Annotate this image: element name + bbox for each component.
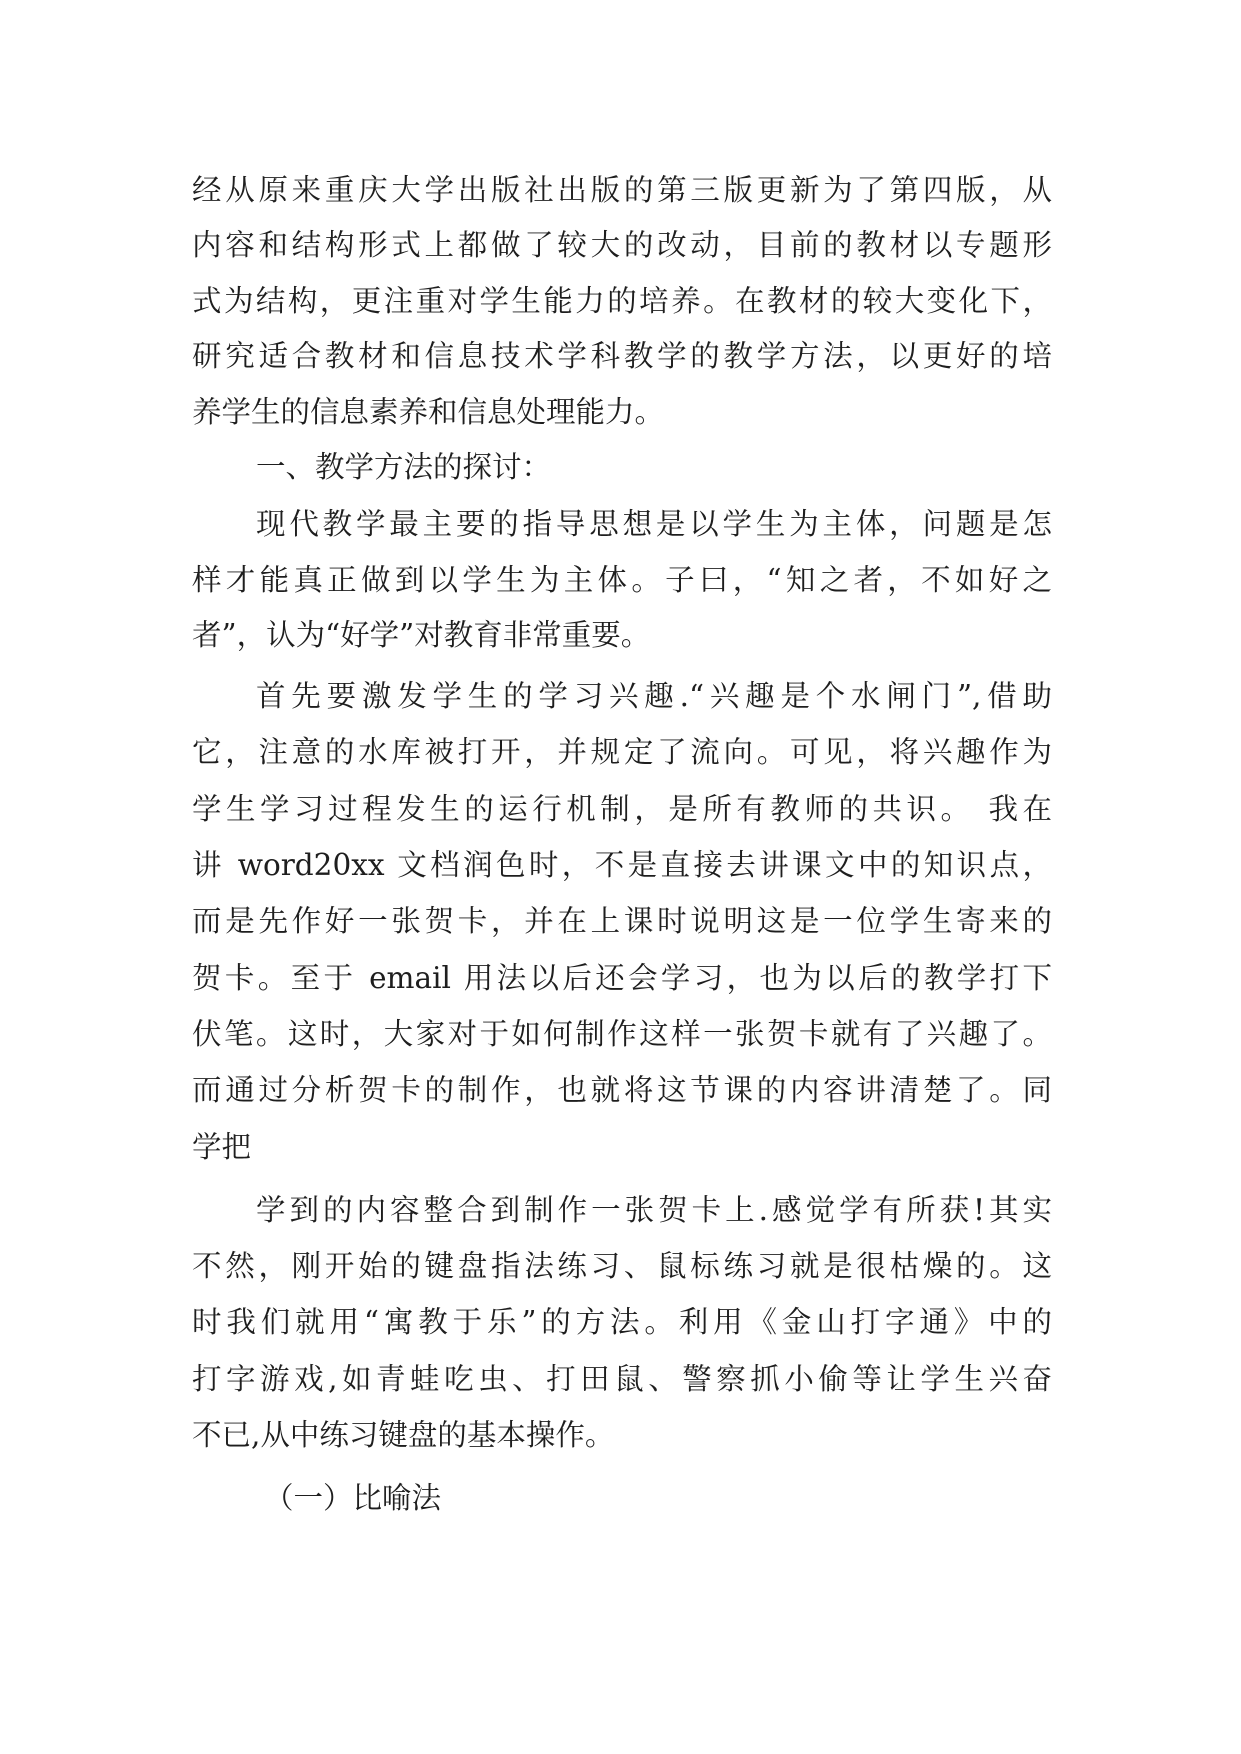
text-line: 内容和结构形式上都做了较大的改动，目前的教材以专题形 [192,228,1052,262]
text-line: 养学生的信息素养和信息处理能力。 [192,395,665,429]
text-line: 伏笔。这时，大家对于如何制作这样一张贺卡就有了兴趣了。 [192,1017,1052,1051]
text-line: 研究适合教材和信息技术学科教学的教学方法，以更好的培 [192,339,1052,373]
text-line: 首先要激发学生的学习兴趣.“兴趣是个水闸门”,借助 [256,679,1052,713]
subsection-heading: （一）比喻法 [264,1481,442,1515]
text-line: 学到的内容整合到制作一张贺卡上.感觉学有所获!其实 [256,1193,1052,1227]
text-line: 贺卡。至于 email 用法以后还会学习，也为以后的教学打下 [192,961,1052,995]
text-line: 它，注意的水库被打开，并规定了流向。可见，将兴趣作为 [192,735,1052,769]
text-line: 样才能真正做到以学生为主体。子曰，“知之者，不如好之 [192,563,1052,597]
text-line: 学把 [192,1130,252,1164]
section-heading: 一、教学方法的探讨： [256,450,552,484]
text-line: 不然，刚开始的键盘指法练习、鼠标练习就是很枯燥的。这 [192,1249,1052,1283]
text-line: 者”，认为“好学”对教育非常重要。 [192,618,651,652]
text-line: 打字游戏,如青蛙吃虫、打田鼠、警察抓小偷等让学生兴奋 [192,1362,1052,1396]
text-line: 而通过分析贺卡的制作，也就将这节课的内容讲清楚了。同 [192,1073,1052,1107]
text-line: 学生学习过程发生的运行机制，是所有教师的共识。 我在 [192,792,1052,826]
text-line: 不已,从中练习键盘的基本操作。 [192,1418,615,1452]
text-line: 讲 word20xx 文档润色时，不是直接去讲课文中的知识点， [192,848,1052,882]
text-line: 式为结构，更注重对学生能力的培养。在教材的较大变化下， [192,284,1052,318]
text-line: 经从原来重庆大学出版社出版的第三版更新为了第四版，从 [192,173,1052,207]
text-line: 时我们就用“寓教于乐”的方法。利用《金山打字通》中的 [192,1305,1052,1339]
text-line: 而是先作好一张贺卡，并在上课时说明这是一位学生寄来的 [192,904,1052,938]
text-line: 现代教学最主要的指导思想是以学生为主体，问题是怎 [256,507,1052,541]
